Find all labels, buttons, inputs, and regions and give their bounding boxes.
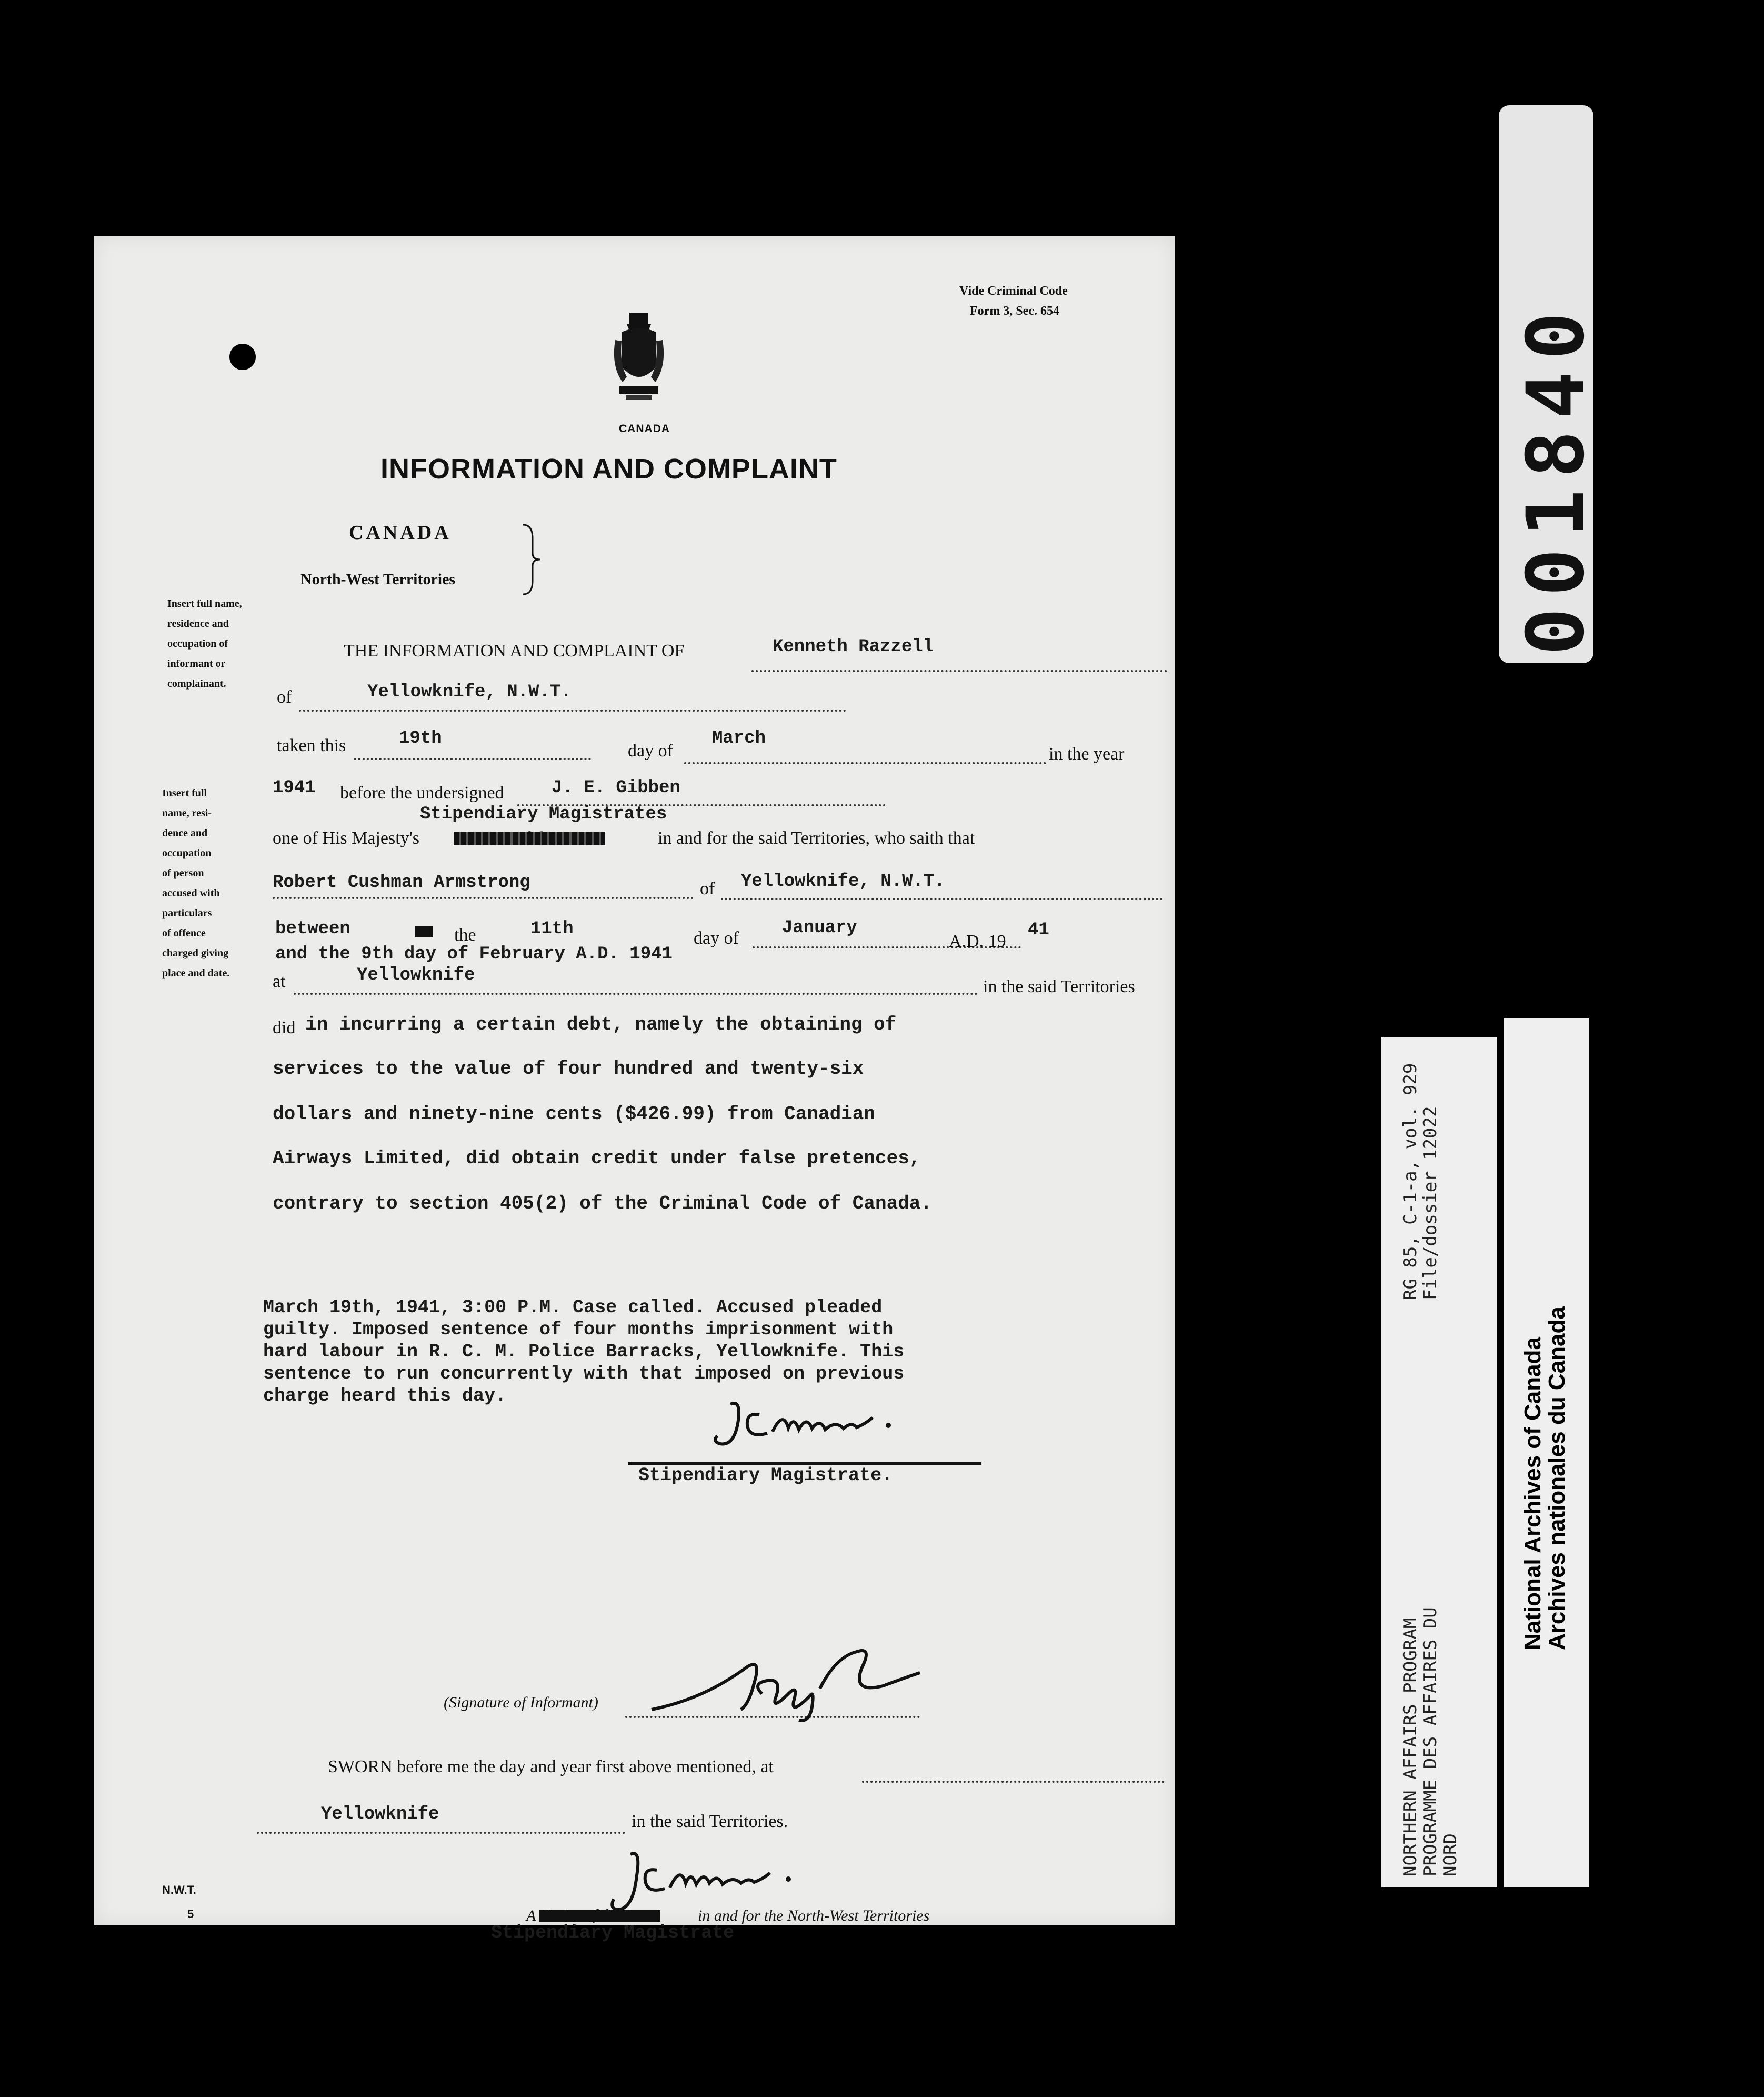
sworn-place: Yellowknife	[321, 1804, 439, 1824]
label-of: of	[277, 687, 292, 707]
label-day-of: day of	[628, 741, 673, 761]
jurisdiction-region: North-West Territories	[300, 571, 456, 588]
informant-name: Kenneth Razzell	[773, 637, 934, 657]
sworn-place-line	[257, 1832, 625, 1834]
offence-month: January	[782, 918, 857, 938]
archive-reference: RG 85, C-1-a, vol. 929 File/dossier 12022	[1400, 1063, 1441, 1300]
label-at: at	[273, 972, 286, 991]
taken-month-line	[684, 762, 1046, 764]
label-of2: of	[700, 879, 715, 898]
archive-program: NORTHERN AFFAIRS PROGRAM PROGRAMME DES AFFAIRES DU NORD	[1400, 1607, 1461, 1876]
accused-residence-line	[721, 898, 1163, 900]
taken-year: 1941	[273, 778, 316, 798]
charge-line-2: services to the value of four hundred and twenty-six	[273, 1058, 864, 1080]
magistrate-signature-1	[709, 1394, 983, 1457]
archive-institution-card	[1504, 1018, 1589, 1887]
accused-residence: Yellowknife, N.W.T.	[741, 872, 945, 892]
taken-month: March	[712, 728, 766, 748]
footer-struck	[541, 1907, 658, 1924]
label-taken-this: taken this	[277, 736, 346, 755]
canada-crest-icon	[611, 308, 667, 408]
form-number-line2: 5	[187, 1908, 194, 1921]
margin-note-informant: Insert full name, residence and occupation of informant or complainant.	[167, 598, 242, 690]
disposition-paragraph: March 19th, 1941, 3:00 P.M. Case called. Accused pleaded guilty. Imposed sentence of four months imprisonment with hard labour in R. C. M. Police Barracks, Yellowknife. This sentence to run concurrently with that imposed on previous charge heard this day.	[263, 1297, 905, 1406]
crest-caption: CANADA	[619, 423, 670, 435]
offence-year-suffix: 41	[1028, 920, 1049, 940]
offence-place-line	[294, 993, 978, 995]
taken-day-line	[354, 758, 591, 760]
informant-signature	[641, 1636, 936, 1725]
informant-residence: Yellowknife, N.W.T.	[367, 682, 572, 702]
accused-name-line	[273, 897, 694, 899]
page-title: INFORMATION AND COMPLAINT	[380, 453, 837, 485]
disposition-signature-title: Stipendiary Magistrate.	[638, 1465, 893, 1486]
document-page	[94, 236, 1175, 1943]
archive-institution: National Archives of Canada Archives nationales du Canada	[1520, 1306, 1570, 1650]
magistrate-title-typed: Stipendiary Magistrates	[420, 804, 667, 824]
frame-number: 001840	[1510, 301, 1602, 655]
form-reference-line1: Vide Criminal Code	[959, 284, 1068, 298]
frame-number-strip	[1499, 105, 1602, 663]
label-ad: A.D. 19	[949, 932, 1006, 951]
label-for-territories: in and for the said Territories, who saith that	[658, 828, 975, 848]
charge-line-4: Airways Limited, did obtain credit under false pretences,	[273, 1147, 921, 1169]
jurisdiction-country: CANADA	[349, 522, 452, 544]
form-number-line1: N.W.T.	[162, 1883, 196, 1896]
taken-day: 19th	[399, 728, 442, 748]
label-information-of: THE INFORMATION AND COMPLAINT OF	[344, 641, 685, 661]
offence-between: between	[275, 919, 350, 939]
label-the: the	[454, 925, 476, 945]
label-did: did	[273, 1018, 296, 1037]
offence-day: 11th	[530, 919, 574, 939]
charge-line-3: dollars and ninety-nine cents ($426.99) from Canadian	[273, 1103, 875, 1125]
footer-article: A	[526, 1907, 536, 1924]
struck-justices-text	[456, 828, 603, 848]
brace-icon	[521, 523, 542, 596]
informant-residence-line	[299, 710, 846, 712]
struck-on	[416, 924, 432, 940]
label-signature-informant: (Signature of Informant)	[444, 1694, 598, 1711]
sworn-line	[862, 1781, 1165, 1783]
footer-typed-title: Stipendiary Magistrate	[491, 1922, 735, 1943]
informant-name-line	[751, 670, 1167, 672]
footer-territories: in and for the North-West Territories	[698, 1907, 930, 1924]
charge-line-5: contrary to section 405(2) of the Criminal Code of Canada.	[273, 1193, 933, 1214]
form-reference-line2: Form 3, Sec. 654	[970, 304, 1059, 318]
label-day-of2: day of	[694, 928, 739, 948]
margin-note-accused: Insert full name, resi- dence and occupation of person accused with particulars of offence charged giving place and date.	[162, 787, 230, 979]
magistrate-name: J. E. Gibben	[552, 778, 680, 798]
label-in-the-year: in the year	[1049, 744, 1125, 764]
label-before: before the undersigned	[340, 783, 504, 803]
offence-end-date: and the 9th day of February A.D. 1941	[275, 944, 673, 964]
accused-name: Robert Cushman Armstrong	[273, 873, 530, 893]
punch-hole	[229, 344, 256, 370]
sworn-in-territories: in the said Territories.	[632, 1812, 788, 1831]
label-in-said-territories: in the said Territories	[983, 977, 1135, 996]
sworn-text: SWORN before me the day and year first above mentioned, at	[328, 1757, 774, 1776]
label-one-of: one of His Majesty's	[273, 828, 420, 848]
archive-reference-card	[1381, 1037, 1497, 1887]
offence-place: Yellowknife	[357, 965, 475, 985]
charge-line-1: in incurring a certain debt, namely the obtaining of	[305, 1014, 897, 1035]
